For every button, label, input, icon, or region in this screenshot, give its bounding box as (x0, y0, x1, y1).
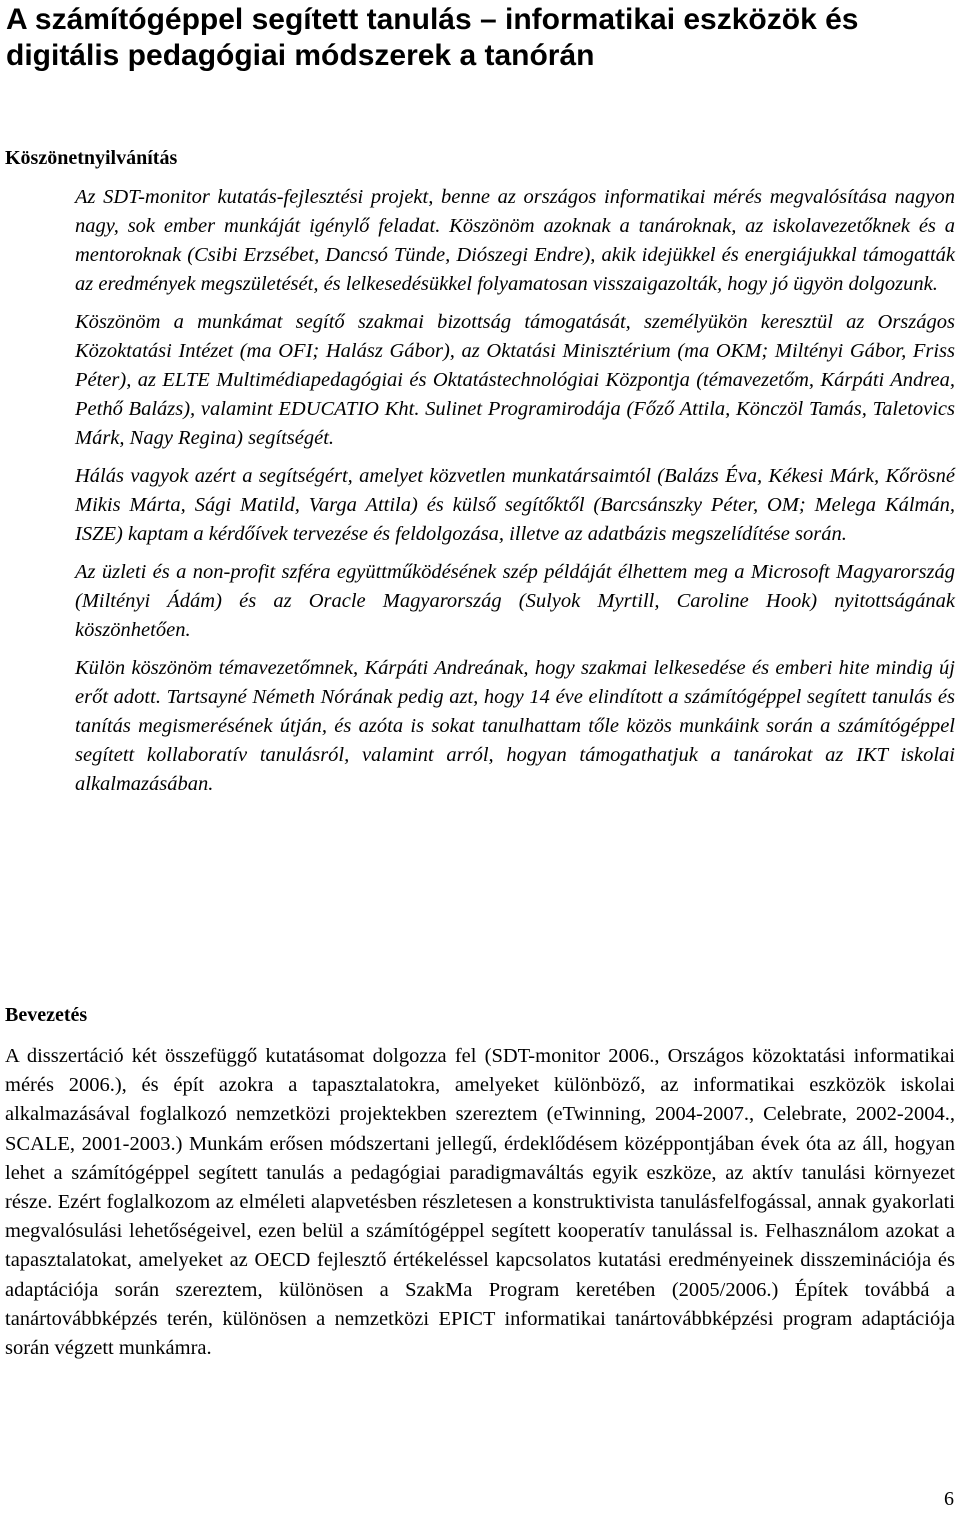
introduction-paragraph-1: A disszertáció két összefüggő kutatásomat dolgozza fel (SDT-monitor 2006., Országos közoktatási informatikai mérés 2006.), és épít azokra a tapasztalatokra, amelyeket különböző, az informatikai eszközök iskolai alkalmazásával foglalkozó nemzetközi projektekben szereztem (eTwinning, 2004-2007., Celebrate, 2002-2004., SCALE, 2001-2003.) Munkám erősen módszertani jellegű, érdeklődésem középpontjában évek óta az áll, hogyan lehet a számítógéppel segített tanulás a pedagógiai paradigmaváltás egyik eszköze, az aktív tanulási környezet része. Ezért foglalkozom az elméleti alapvetésben részletesen a konstruktivista tanulásfelfogással, annak gyakorlati megvalósulási lehetőségeivel, ezen belül a számítógéppel segített kooperatív tanulással is. Felhasználom azokat a tapasztalatokat, amelyeket az OECD fejlesztő értékeléssel kapcsolatos kutatási eredményeinek disszeminációja és adaptációja során szereztem, különösen a SzakMa Program keretében (2005/2006.) Építek továbbá a tanártovábbképzés terén, különösen a nemzetközi EPICT informatikai tanártovábbképzési program adaptációja során végzett munkámra. (5, 1045, 955, 1360)
acknowledgements-heading: Köszönetnyilvánítás (5, 147, 178, 169)
acknowledgements-paragraph-1: Az SDT-monitor kutatás-fejlesztési projekt, benne az országos informatikai mérés megvalósítása nagyon nagy, sok ember munkáját igénylő feladat. Köszönöm azoknak a tanároknak, az iskolavezetőknek és a mentoroknak (Csibi Erzsébet, Dancsó Tünde, Diószegi Endre), akik idejükkel és energiájukkal támogatták az eredmények megszületését, és lelkesedésükkel folyamatosan visszaigazolták, hogy jó ügyön dolgozunk. (75, 186, 955, 295)
page-number: 6 (944, 1488, 954, 1510)
acknowledgements-paragraph-2: Köszönöm a munkámat segítő szakmai bizottság támogatását, személyükön keresztül az Országos Közoktatási Intézet (ma OFI; Halász Gábor), az Oktatási Minisztérium (ma OKM; Miltényi Gábor, Friss Péter), az ELTE Multimédiapedagógiai és Oktatástechnológiai Központja (témavezetőm, Kárpáti Andrea, Pethő Balázs), valamint EDUCATIO Kht. Sulinet Programirodája (Főző Attila, Könczöl Tamás, Taletovics Márk, Nagy Regina) segítségét. (75, 311, 955, 449)
acknowledgements-paragraph-3: Hálás vagyok azért a segítségért, amelyet közvetlen munkatársaimtól (Balázs Éva, Kékesi Márk, Kőrösné Mikis Márta, Sági Matild, Varga Attila) és külső segítőktől (Barcsánszky Péter, OM; Melega Kálmán, ISZE) kaptam a kérdőívek tervezése és feldolgozása, illetve az adatbázis megszelídítése során. (75, 465, 955, 545)
acknowledgements-body (75, 183, 955, 808)
introduction-body (5, 1042, 955, 1363)
acknowledgements-paragraph-5: Külön köszönöm témavezetőmnek, Kárpáti Andreának, hogy szakmai lelkesedése és emberi hite mindig új erőt adott. Tartsayné Németh Nórának pedig azt, hogy 14 éve elindított a számítógéppel segített tanulás és tanítás megismerésének útján, és azóta is sokat tanulhattam tőle közös munkáink során a számítógéppel segített kollaboratív tanulásról, valamint arról, hogyan támogathatjuk a tanárokat az IKT iskolai alkalmazásában. (75, 657, 955, 795)
document-title: A számítógéppel segített tanulás – informatikai eszközök és digitális pedagógiai módszerek a tanórán (6, 3, 859, 72)
introduction-heading: Bevezetés (5, 1004, 88, 1026)
acknowledgements-paragraph-4: Az üzleti és a non-profit szféra együttműködésének szép példáját élhettem meg a Microsoft Magyarország (Miltényi Ádám) és az Oracle Magyarország (Sulyok Myrtill, Caroline Hook) nyitottságának köszönhetően. (75, 561, 955, 641)
